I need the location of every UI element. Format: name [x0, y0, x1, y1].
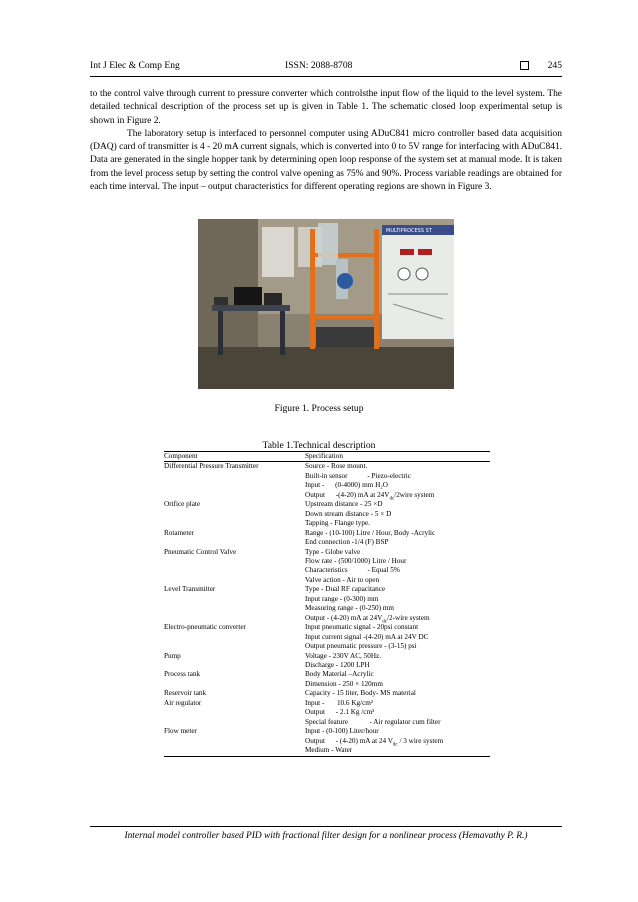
table-body	[164, 462, 490, 755]
component-cell	[164, 566, 305, 575]
specification-cell: Down stream distance - 5 × D	[305, 509, 392, 518]
body-text	[90, 88, 562, 194]
component-cell: Level Transmitter	[164, 585, 216, 594]
component-cell	[164, 708, 305, 717]
specification-cell: Built-in sensor - Piezo-electric	[305, 471, 411, 480]
table-row	[164, 481, 490, 490]
component-cell	[164, 661, 305, 670]
component-cell: Reservoir tank	[164, 689, 207, 698]
table-row	[164, 680, 490, 689]
component-cell	[164, 510, 305, 519]
component-cell	[164, 642, 305, 651]
component-cell	[164, 576, 305, 585]
table-row	[164, 661, 490, 670]
specification-cell: Range - (10-100) Litre / Hour, Body -Acrylic	[305, 528, 436, 537]
table-row	[164, 718, 490, 727]
table-rule	[164, 756, 490, 757]
component-cell	[164, 680, 305, 689]
specification-cell: Special feature - Air regulator cum filter	[305, 717, 441, 726]
paragraph: to the control valve through current to pressure converter which controlsthe input flow of the liquid to the level system. The detailed technical description of the process set up is given in Table 1. The schematic closed loop experimental setup is shown in Figure 2.	[90, 89, 562, 126]
specification-cell: End connection -1/4 (F) BSP	[305, 538, 389, 547]
table-row	[164, 595, 490, 604]
specification-cell: Characteristics - Equal 5%	[305, 566, 400, 575]
table-row	[164, 737, 490, 746]
component-cell	[164, 557, 305, 566]
table-row	[164, 642, 490, 651]
paragraph: The laboratory setup is interfaced to personnel computer using ADuC841 micro controller based data acquisition (DAQ) card of transmitter is 4 - 20 mA current signals, which is converted into 0 to 5V range for interfacing with ADuC841. Data are generated in the single hopper tank by determining open loop response of the system set at manual mode. It is taken from the level process setup by setting the control valve opening as 75% and 90%. Process variable readings are obtained for each time interval. The input – output characteristics for different operating regions are shown in Figure 3.	[90, 128, 562, 193]
specification-cell: Output - (4-20) mA at $24V_{dc}/2$-wire system	[305, 613, 430, 625]
specification-cell: Capacity - 15 liter, Body- MS material	[305, 689, 416, 698]
specification-cell: Input pneumatic signal - 20psi constant	[305, 623, 419, 632]
running-footer: Internal model controller based PID with fractional filter design for a nonlinear process (Hemavathy P. R.)	[90, 826, 562, 841]
specification-cell: Input - (0-4000) mm H₂O	[305, 481, 388, 490]
specification-cell: Output pneumatic pressure - (3-15) psi	[305, 642, 417, 651]
table-row	[164, 557, 490, 566]
table-row	[164, 614, 490, 623]
specification-cell: Tapping - Flange type.	[305, 519, 370, 528]
component-cell	[164, 633, 305, 642]
table-row	[164, 529, 490, 538]
table-row	[164, 519, 490, 528]
table-row	[164, 500, 490, 509]
column-header: Specification	[305, 452, 343, 460]
table-row	[164, 462, 490, 471]
table-row	[164, 585, 490, 594]
specification-cell: Discharge - 1200 LPH	[305, 660, 370, 669]
table-row	[164, 699, 490, 708]
table-row	[164, 727, 490, 736]
table-header-row	[164, 452, 490, 461]
table-row	[164, 689, 490, 698]
specification-cell: Source - Rose mount.	[305, 462, 368, 471]
technical-description-table	[164, 451, 490, 757]
component-cell: Rotameter	[164, 528, 194, 537]
specification-cell: Flow rate - (500/1000) Litre / Hour	[305, 556, 407, 565]
component-cell	[164, 718, 305, 727]
specification-cell: Input - (0-100) Liter/hour	[305, 727, 379, 736]
table-row	[164, 708, 490, 717]
component-cell: Process tank	[164, 670, 201, 679]
table-row	[164, 566, 490, 575]
component-cell	[164, 519, 305, 528]
specification-cell: Body Material –Acrylic	[305, 670, 374, 679]
table-row	[164, 510, 490, 519]
issn: ISSN: 2088-8708	[285, 60, 353, 71]
table-row	[164, 652, 490, 661]
specification-cell: Output - (4-20) mA at 24 $V_{dc} / 3$ wire system	[305, 736, 444, 748]
specification-cell: Type - Globe valve	[305, 547, 361, 556]
figure-caption: Figure 1. Process setup	[274, 403, 364, 414]
specification-cell: Voltage - 230V AC, 50Hz.	[305, 651, 381, 660]
table-row	[164, 623, 490, 632]
component-cell: Air regulator	[164, 698, 202, 707]
specification-cell: Input current signal -(4-20) mA at 24V DC	[305, 632, 429, 641]
component-cell	[164, 538, 305, 547]
table-row	[164, 633, 490, 642]
running-header	[90, 60, 562, 77]
component-cell	[164, 481, 305, 490]
specification-cell: Dimension - 250 × 120mm	[305, 679, 383, 688]
specification-cell: Output -(4-20) mA at $24V_{dc}/2wire$ system	[305, 490, 435, 502]
column-header: Component	[164, 452, 198, 460]
component-cell	[164, 595, 305, 604]
specification-cell: Upstream distance - 25 ×D	[305, 500, 383, 509]
table-row	[164, 491, 490, 500]
table-row	[164, 604, 490, 613]
component-cell	[164, 614, 305, 623]
table-row	[164, 576, 490, 585]
component-cell	[164, 604, 305, 613]
specification-cell: Input range - (0-300) mm	[305, 594, 379, 603]
table-row	[164, 670, 490, 679]
square-box-icon	[520, 61, 529, 70]
table-title: Table 1.Technical description	[262, 440, 376, 451]
specification-cell: Medium - Water	[305, 746, 353, 755]
page-number: 245	[547, 60, 562, 71]
component-cell: Pump	[164, 651, 181, 660]
component-cell	[164, 472, 305, 481]
component-cell: Orifice plate	[164, 500, 201, 509]
component-cell	[164, 737, 305, 746]
specification-cell: Type - Dual RF capacitance	[305, 585, 386, 594]
component-cell: Pneumatic Control Valve	[164, 547, 237, 556]
journal-name: Int J Elec & Comp Eng	[90, 60, 180, 71]
table-row	[164, 548, 490, 557]
specification-cell: Measuring range - (0-250) mm	[305, 604, 395, 613]
specification-cell: Valve action - Air to open	[305, 575, 380, 584]
panel-title: MULTIPROCESS ST	[386, 228, 432, 234]
component-cell	[164, 746, 305, 755]
table-row	[164, 472, 490, 481]
specification-cell: Input - 10.6 Kg/cm²	[305, 698, 374, 707]
component-cell: Differential Pressure Transmitter	[164, 462, 259, 471]
process-setup-photo	[198, 219, 454, 389]
component-cell: Flow meter	[164, 727, 197, 736]
table-row	[164, 746, 490, 755]
specification-cell: Output - 2.1 Kg /cm²	[305, 708, 375, 717]
table-row	[164, 538, 490, 547]
component-cell: Electro-pneumatic converter	[164, 623, 247, 632]
component-cell	[164, 491, 305, 500]
photo-illustration	[198, 219, 454, 389]
